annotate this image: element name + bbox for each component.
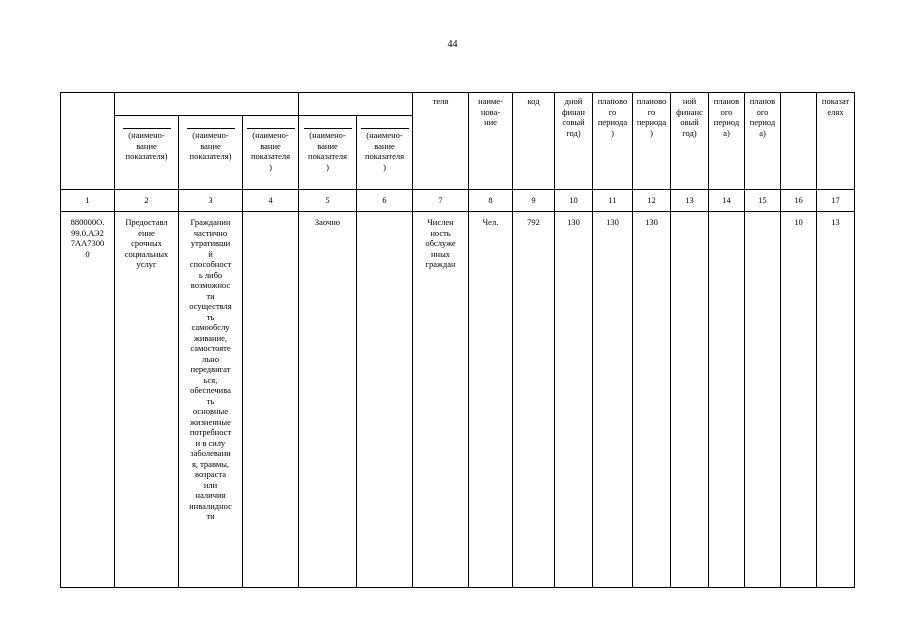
blank-line [187,128,235,129]
column-number: 17 [817,190,855,212]
unit-name-cell: Чел. [469,212,513,588]
header-cell-15: планов ого период а) [745,93,781,190]
column-number: 12 [633,190,671,212]
blank-line [123,128,171,129]
value-cell-16: 10 [781,212,817,588]
column-number: 16 [781,190,817,212]
table-row [61,212,855,588]
header-cell-16 [781,93,817,190]
value-cell-17: 13 [817,212,855,588]
blank-line [304,128,352,129]
value-cell-15 [745,212,781,588]
column-number-row [61,190,855,212]
unit-code-cell: 792 [513,212,555,588]
column-number: 8 [469,190,513,212]
header-cell-7: теля [413,93,469,190]
column-number: 7 [413,190,469,212]
header-row-top [61,93,855,116]
header-cell-10: дной финан совый год) [555,93,593,190]
form-cell: Заочно [299,212,357,588]
value-cell-14 [709,212,745,588]
blank-line [361,128,409,129]
data-cell-6 [357,212,413,588]
column-number: 15 [745,190,781,212]
value-cell-12: 130 [633,212,671,588]
indicator-cell-2: (наимено- вание показателя) [115,116,179,190]
header-cell-12: планово го периода ) [633,93,671,190]
registry-number-cell: 880000О. 99.0.АЭ2 7АА7300 0 [61,212,115,588]
column-number: 13 [671,190,709,212]
indicator-cell-4: (наимено- вание показателя ) [243,116,299,190]
column-number: 11 [593,190,633,212]
indicator-cell-5: (наимено- вание показателя ) [299,116,357,190]
header-group-content [115,93,299,116]
column-number: 6 [357,190,413,212]
header-cell-14: планов ого период а) [709,93,745,190]
column-number: 10 [555,190,593,212]
header-cell-11: планово го периода ) [593,93,633,190]
indicator-cell-6: (наимено- вание показателя ) [357,116,413,190]
value-cell-10: 130 [555,212,593,588]
recipient-category-cell: Гражданин частично утративши й способност ь либо возможнос ти осуществля ть самообслу живание, самостояте льно передвигат ься, обеспечива ть основные жизненные потребност и в силу заболевани я, травмы, возраста или наличия инвалиднос ти [179,212,243,588]
column-number: 3 [179,190,243,212]
column-number: 14 [709,190,745,212]
value-cell-11: 130 [593,212,633,588]
value-cell-13 [671,212,709,588]
column-number: 1 [61,190,115,212]
header-cell-9: код [513,93,555,190]
page-number: 44 [447,39,458,50]
service-name-cell: Предоставл ение срочных социальных услуг [115,212,179,588]
indicator-name-cell: Числен ность обслуже нных граждан [413,212,469,588]
indicator-cell-3: (наимено- вание показателя) [179,116,243,190]
data-cell-4 [243,212,299,588]
header-cell-1 [61,93,115,190]
column-number: 5 [299,190,357,212]
blank-line [247,128,295,129]
column-number: 9 [513,190,555,212]
header-cell-17: показат елях [817,93,855,190]
header-cell-8: наиме- нова- ние [469,93,513,190]
header-cell-13: ной финанс овый год) [671,93,709,190]
column-number: 4 [243,190,299,212]
column-number: 2 [115,190,179,212]
header-group-conditions [299,93,413,116]
state-assignment-table [60,92,855,588]
